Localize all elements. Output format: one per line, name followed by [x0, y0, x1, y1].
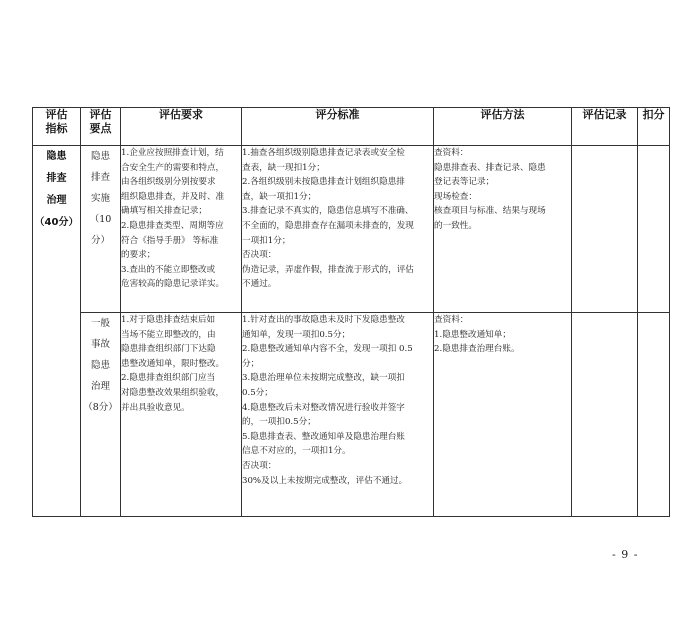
header-label: 评估记录: [582, 108, 627, 121]
method-line: 1.隐患整改通知单；: [434, 329, 511, 340]
method-line: 现场检查：: [434, 191, 477, 202]
requirement-line: 2.隐患排查组织部门应当: [121, 373, 216, 384]
requirement-line: 组织隐患排查，并及时、准: [121, 191, 225, 202]
header-deduction: [638, 108, 670, 146]
header-label: 评估要求: [159, 108, 203, 121]
deduction-cell: [638, 313, 670, 517]
page-number: - 9 -: [612, 548, 639, 561]
requirement-line: 3.查出的不能立即整改或: [121, 264, 216, 275]
header-point: [81, 108, 121, 146]
method-line: 隐患排查表、排查记录、隐患: [434, 162, 546, 173]
header-standards: [242, 108, 434, 146]
indicator-label: 排查: [46, 173, 67, 184]
standard-line: 0.5分；: [242, 387, 273, 398]
header-label: 要点: [89, 122, 112, 135]
point-label: 治理: [90, 381, 110, 392]
table-row: [33, 313, 670, 517]
standard-line: 查表，缺一现扣1分；: [242, 162, 325, 173]
standard-line: 2.隐患整改通知单内容不全，发现一项扣 0.5: [242, 344, 413, 355]
standard-line: 1.针对查出的事故隐患未及时下发隐患整改: [242, 315, 405, 325]
standards-cell: [242, 313, 434, 517]
requirement-line: 由各组织级别分别按要求: [121, 177, 216, 188]
header-row: [33, 108, 670, 146]
method-line: 查资料：: [434, 148, 469, 158]
standard-line: 3.隐患治理单位未按期完成整改，缺一项扣: [242, 373, 405, 384]
point-cell: [81, 313, 121, 517]
indicator-label: （40分）: [34, 217, 79, 228]
deduction-cell: [638, 146, 670, 313]
header-label: 评估: [45, 108, 68, 121]
requirement-line: 危害较高的隐患记录详实。: [121, 279, 225, 290]
requirement-line: 对隐患整改效果组织验收，: [121, 387, 225, 398]
requirements-cell: [121, 313, 242, 517]
standard-line: 不全面的，隐患排查存在漏项未排查的，发现: [242, 220, 414, 231]
point-label: 事故: [90, 339, 110, 350]
standard-line: 4.隐患整改后未对整改情况进行验收并签字: [242, 402, 405, 413]
indicator-cell: [33, 146, 81, 517]
point-label: 一般: [90, 318, 110, 329]
header-indicator: [33, 108, 81, 146]
requirements-cell: [121, 146, 242, 313]
header-label: 评分标准: [315, 108, 360, 121]
record-cell: [572, 313, 638, 517]
standard-line: 3.排查记录不真实的，隐患信息填写不准确、: [242, 206, 414, 217]
standard-line: 查，缺一项扣1分；: [242, 191, 317, 202]
standard-line: 否决项：: [242, 460, 277, 471]
method-cell: [434, 313, 572, 517]
table-row: [33, 146, 670, 313]
header-label: 扣分: [642, 108, 665, 121]
point-label: （8分）: [83, 402, 118, 413]
header-record: [572, 108, 638, 146]
standard-line: 否决项：: [242, 250, 277, 261]
indicator-label: 治理: [46, 195, 67, 206]
requirement-line: 隐患排查组织部门下达隐: [121, 344, 216, 355]
method-line: 2.隐患排查治理台账。: [434, 344, 520, 355]
header-label: 指标: [45, 122, 68, 135]
standard-line: 5.隐患排查表、整改通知单及隐患治理台账: [242, 431, 405, 442]
method-line: 查资料：: [434, 315, 469, 325]
header-requirements: [121, 108, 242, 146]
point-label: 隐患: [90, 360, 110, 371]
point-cell: [81, 146, 121, 313]
standard-line: 伪造记录，弄虚作假，排查流于形式的，评估: [242, 264, 414, 275]
requirement-line: 确填写相关排查记录；: [121, 206, 207, 217]
method-line: 核查项目与标准、结果与现场: [434, 206, 546, 217]
standard-line: 信息不对应的，一项扣1分。: [242, 446, 351, 457]
requirement-line: 并出具验收意见。: [121, 402, 190, 413]
requirement-line: 1.企业应按照排查计划，结: [121, 148, 224, 158]
requirement-line: 1.对于隐患排查结束后如: [121, 315, 216, 325]
requirement-line: 的要求；: [121, 250, 156, 261]
record-cell: [572, 146, 638, 313]
method-line: 的一致性。: [434, 220, 477, 231]
method-line: 登记表等记录；: [434, 177, 495, 188]
point-label: 排查: [90, 172, 110, 183]
indicator-label: 隐患: [46, 151, 67, 162]
point-label: （10: [89, 214, 112, 225]
requirement-line: 患整改通知单，限时整改。: [121, 358, 225, 369]
point-label: 实施: [90, 193, 110, 204]
requirement-line: 合安全生产的需要和特点，: [121, 162, 225, 173]
standard-line: 1.抽查各组织级别隐患排查记录表或安全检: [242, 148, 405, 158]
header-label: 评估方法: [480, 108, 525, 121]
point-label: 隐患: [90, 151, 110, 162]
header-method: [434, 108, 572, 146]
point-label: 分）: [90, 235, 110, 246]
standard-line: 通知单，发现一项扣0.5分；: [242, 329, 351, 340]
requirement-line: 当场不能立即整改的，由: [121, 329, 216, 340]
method-cell: [434, 146, 572, 313]
standard-line: 2.各组织级别未按隐患排查计划组织隐患排: [242, 177, 405, 188]
evaluation-table: [32, 107, 670, 517]
requirement-line: 符合《指导手册》 等标准: [121, 235, 219, 246]
standard-line: 不通过。: [242, 279, 277, 290]
header-label: 评估: [89, 108, 112, 121]
requirement-line: 2.隐患排查类型、周期等应: [121, 220, 224, 231]
standard-line: 30%及以上未按期完成整改，评估不通过。: [242, 475, 408, 486]
standards-cell: [242, 146, 434, 313]
standard-line: 一项扣1分；: [242, 235, 291, 246]
standard-line: 的，一项扣0.5分；: [242, 417, 316, 428]
standard-line: 分；: [242, 358, 260, 369]
